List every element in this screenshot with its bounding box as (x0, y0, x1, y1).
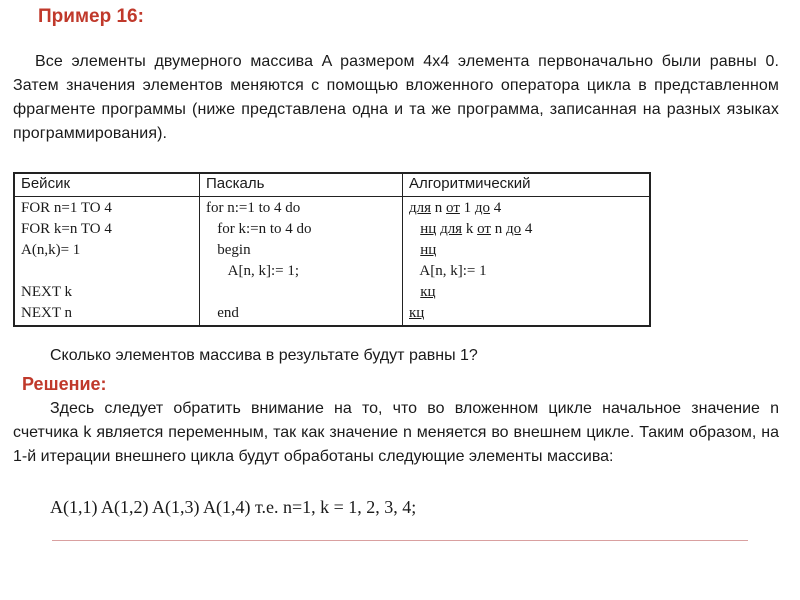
algo-line (409, 303, 643, 324)
algo-indent (409, 242, 420, 258)
algo-keyword: от (446, 200, 460, 216)
pascal-line: for k:=n to 4 do (206, 221, 312, 237)
table-header-row (14, 173, 650, 197)
pascal-line: A[n, k]:= 1; (206, 263, 300, 279)
algo-keyword: для (440, 221, 463, 237)
pascal-line: end (206, 305, 239, 321)
basic-line: FOR k=n TO 4 (21, 221, 112, 237)
algo-keyword: от (477, 221, 491, 237)
algo-keyword: кц (420, 284, 436, 300)
algo-line (409, 240, 643, 261)
pascal-code-cell (200, 197, 403, 327)
pascal-line (206, 282, 396, 303)
question-text: Сколько элементов массива в результате будут равны 1? (50, 347, 478, 364)
basic-line: FOR n=1 TO 4 (21, 200, 112, 216)
algo-keyword: до (505, 221, 522, 237)
algo-text: n (490, 221, 506, 237)
algo-text: 4 (490, 200, 502, 216)
algo-text: n (431, 200, 447, 216)
algo-keyword: для (409, 200, 432, 216)
basic-line: NEXT n (21, 305, 72, 321)
basic-line: A(n,k)= 1 (21, 242, 81, 258)
divider-line (52, 540, 748, 541)
algo-keyword: до (474, 200, 491, 216)
algo-text: 4 (521, 221, 533, 237)
basic-line: NEXT k (21, 284, 72, 300)
solution-text: Здесь следует обратить внимание на то, что во вложенном цикле начальное значение n счетчика k является переменным, так как значение n меняется во внешнем цикле. Таким образом, на 1-й итерации внешнего цикла будут обработаны следующие элементы массива: (13, 400, 779, 465)
algorithmic-code-cell (403, 197, 651, 327)
basic-line (21, 261, 193, 282)
solution-label: Решение: (22, 374, 107, 394)
algo-keyword: нц (420, 221, 437, 237)
algo-text: 1 (459, 200, 475, 216)
algo-keyword: кц (409, 305, 425, 321)
example-title: Пример 16: (38, 6, 144, 27)
basic-code-cell (14, 197, 200, 327)
solution-formula: A(1,1) A(1,2) A(1,3) A(1,4) т.е. n=1, k = 1, 2, 3, 4; (50, 497, 417, 517)
header-pascal: Паскаль (200, 173, 403, 197)
algo-keyword: нц (420, 242, 437, 258)
algo-indent (409, 221, 420, 237)
header-basic: Бейсик (14, 173, 200, 197)
pascal-line: begin (206, 242, 251, 258)
algo-line: A[n, k]:= 1 (409, 263, 487, 279)
problem-statement: Все элементы двумерного массива A размером 4х4 элемента первоначально были равны 0. Затем значения элементов меняются с помощью вложенного оператора цикла в представленном фрагменте программы (ниже представлена одна и та же программа, записанная на разных языках программирования). (13, 53, 779, 142)
header-algorithmic: Алгоритмический (403, 173, 651, 197)
algo-text: k (462, 221, 478, 237)
table-code-row (14, 197, 650, 327)
program-table (13, 172, 651, 327)
algo-line (409, 282, 643, 303)
algo-line (409, 198, 643, 219)
pascal-line: for n:=1 to 4 do (206, 200, 301, 216)
algo-line (409, 219, 643, 240)
algo-indent (409, 284, 420, 300)
